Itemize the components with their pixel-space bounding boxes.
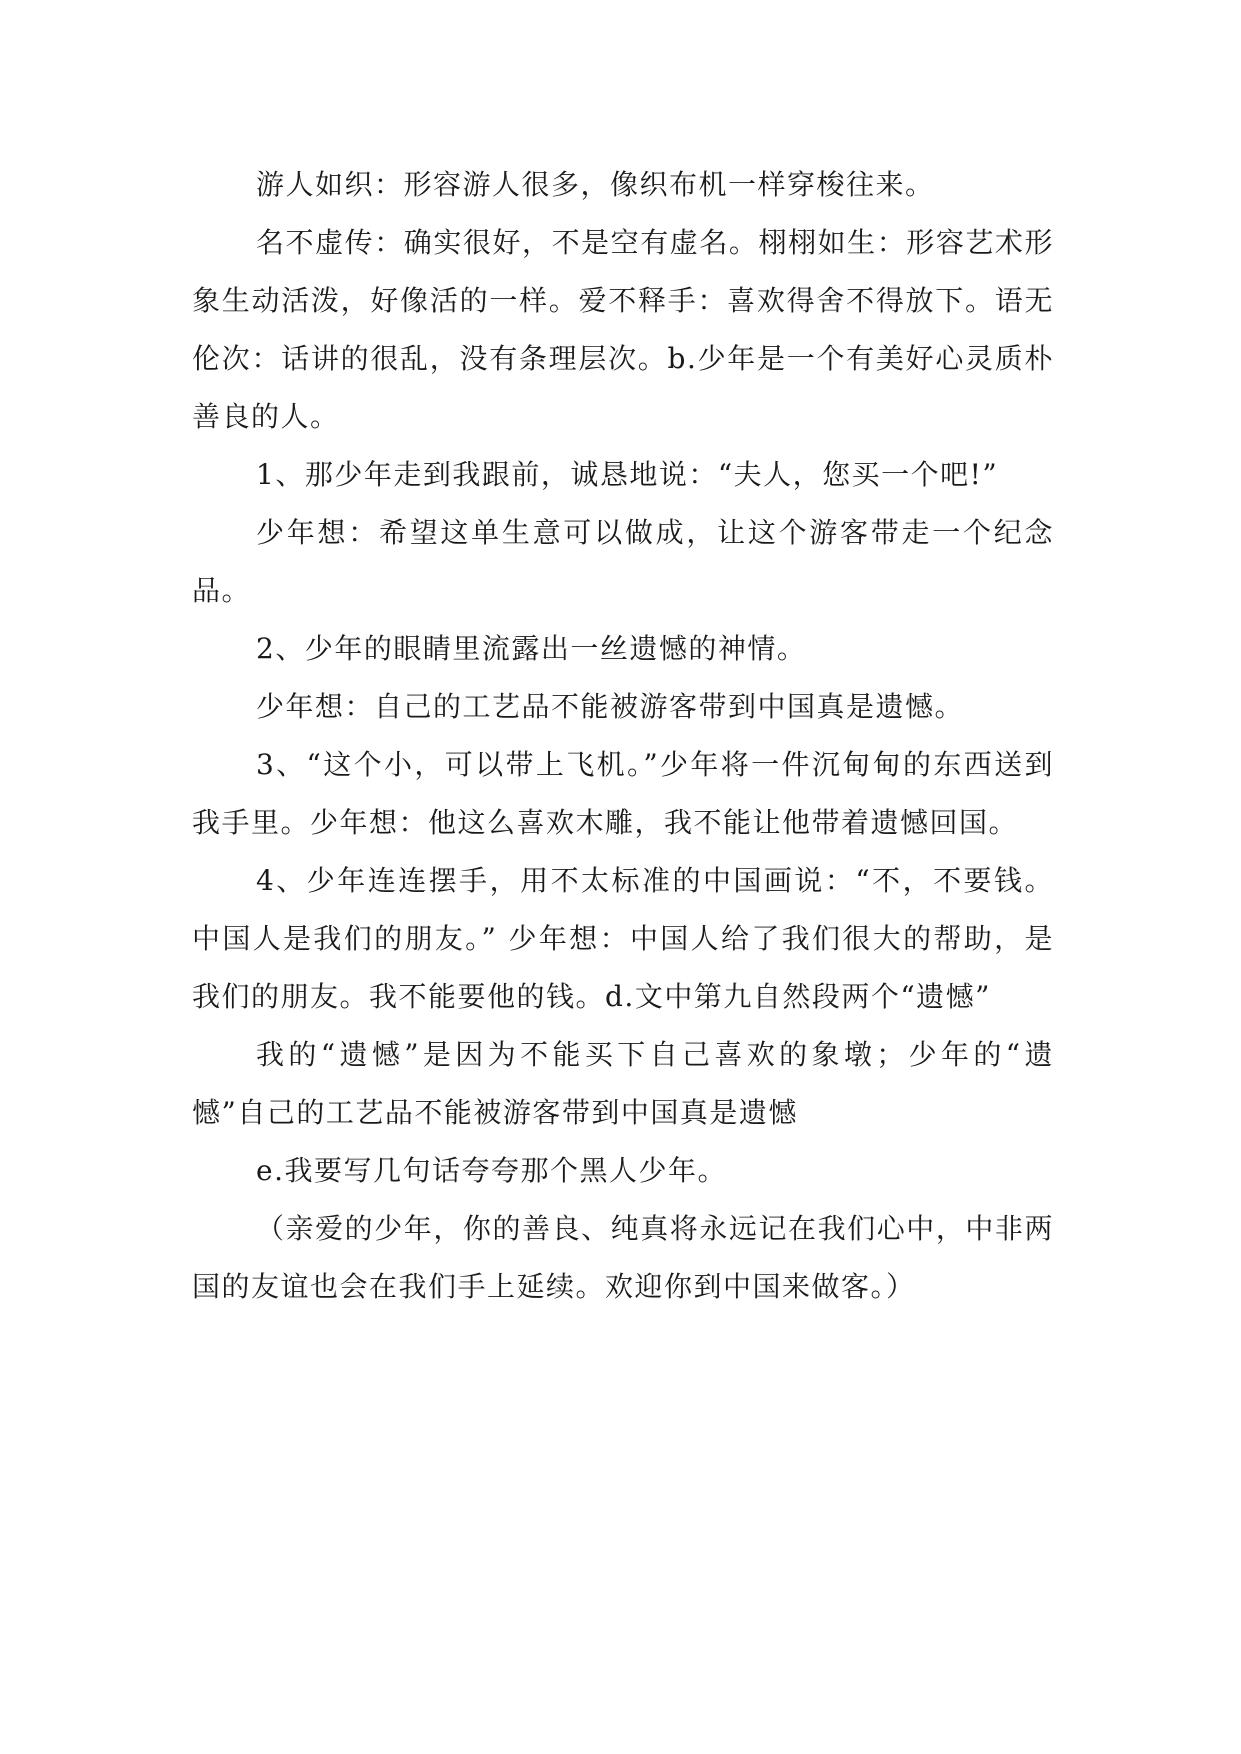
paragraph-idiom-youren: 游人如织：形容游人很多，像织布机一样穿梭往来。	[256, 168, 935, 201]
paragraph-item-1: 1、那少年走到我跟前，诚恳地说：“夫人，您买一个吧!”	[256, 458, 999, 491]
paragraph-task-e: e.我要写几句话夸夸那个黑人少年。	[256, 1154, 727, 1187]
paragraph-item-2: 2、少年的眼睛里流露出一丝遗憾的神情。	[256, 632, 807, 665]
document-page	[192, 156, 1054, 1316]
paragraph-idiom-definitions: 名不虚传：确实很好，不是空有虚名。栩栩如生：形容艺术形象生动活泼，好像活的一样。爱不释手：喜欢得舍不得放下。语无伦次：话讲的很乱，没有条理层次。b.少年是一个有美好心灵质朴善良的人。	[192, 226, 1054, 433]
paragraph-item-3: 3、“这个小，可以带上飞机。”少年将一件沉甸甸的东西送到我手里。少年想：他这么喜欢木雕，我不能让他带着遗憾回国。	[192, 748, 1054, 839]
paragraph-thought-1: 少年想：希望这单生意可以做成，让这个游客带走一个纪念品。	[192, 516, 1054, 607]
paragraph-praise: （亲爱的少年，你的善良、纯真将永远记在我们心中，中非两国的友谊也会在我们手上延续。欢迎你到中国来做客。）	[192, 1212, 1054, 1303]
paragraph-item-4: 4、少年连连摆手，用不太标准的中国画说：“不，不要钱。中国人是我们的朋友。” 少年想：中国人给了我们很大的帮助，是我们的朋友。我不能要他的钱。d.文中第九自然段两个“遗憾”	[192, 864, 1054, 1013]
paragraph-regret: 我的“遗憾”是因为不能买下自己喜欢的象墩；少年的“遗憾”自己的工艺品不能被游客带到中国真是遗憾	[192, 1038, 1054, 1129]
paragraph-thought-2: 少年想：自己的工艺品不能被游客带到中国真是遗憾。	[256, 690, 965, 723]
